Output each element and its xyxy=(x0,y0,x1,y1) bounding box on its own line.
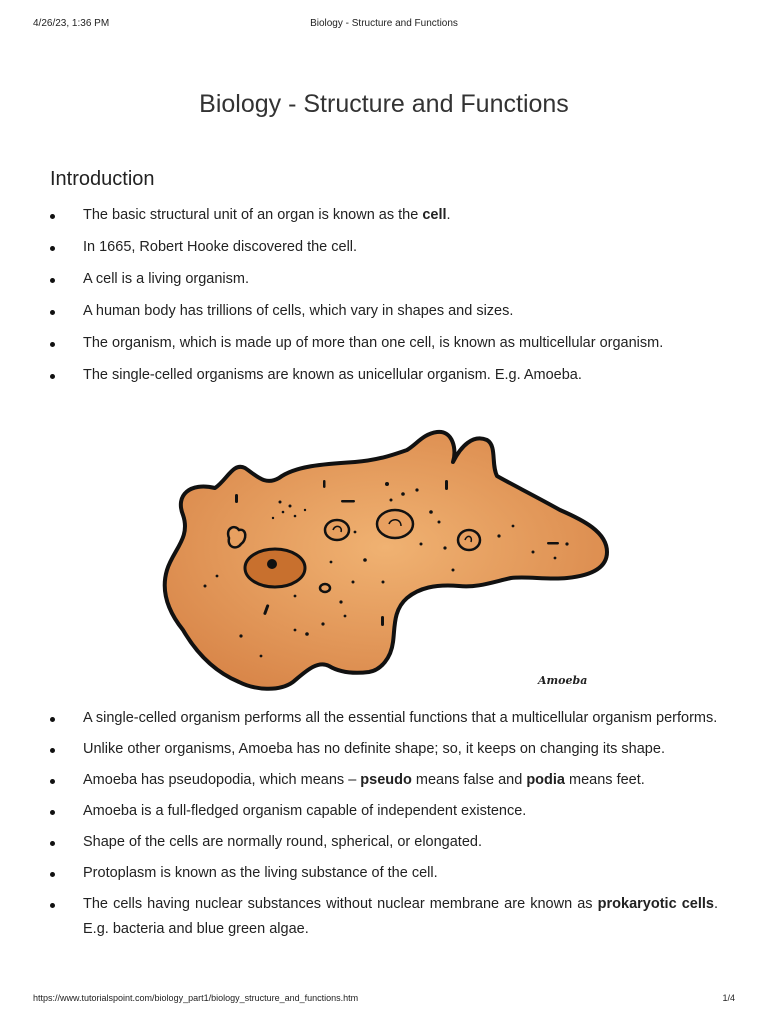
list-item: Amoeba has pseudopodia, which means – pseudo means false and podia means feet. xyxy=(0,768,768,793)
list-item: A human body has trillions of cells, which vary in shapes and sizes. xyxy=(0,299,768,324)
list-item: The single-celled organisms are known as unicellular organism. E.g. Amoeba. xyxy=(0,363,768,388)
list-item: Protoplasm is known as the living substance of the cell. xyxy=(0,861,768,886)
page-number: 1/4 xyxy=(722,993,735,1003)
figure-caption: Amoeba xyxy=(538,674,588,687)
list-item: The cells having nuclear substances without nuclear membrane are known as prokaryotic cells. E.g. bacteria and blue green algae. xyxy=(0,892,768,942)
list-item: Unlike other organisms, Amoeba has no definite shape; so, it keeps on changing its shape. xyxy=(0,737,768,762)
page-url: https://www.tutorialspoint.com/biology_part1/biology_structure_and_functions.htm xyxy=(33,993,359,1003)
print-header-title: Biology - Structure and Functions xyxy=(310,18,458,29)
intro-bullet-list xyxy=(0,203,768,395)
detail-bullet-list xyxy=(0,706,768,948)
amoeba-body xyxy=(165,432,607,689)
list-item: A cell is a living organism. xyxy=(0,267,768,292)
section-heading-introduction: Introduction xyxy=(50,168,155,190)
list-item: Amoeba is a full-fledged organism capable of independent existence. xyxy=(0,799,768,824)
list-item: Shape of the cells are normally round, spherical, or elongated. xyxy=(0,830,768,855)
nucleus xyxy=(245,549,305,587)
list-item: The organism, which is made up of more than one cell, is known as multicellular organism. xyxy=(0,331,768,356)
amoeba-illustration xyxy=(155,420,620,695)
page-title: Biology - Structure and Functions xyxy=(199,90,569,118)
list-item: In 1665, Robert Hooke discovered the cell. xyxy=(0,235,768,260)
print-datetime: 4/26/23, 1:36 PM xyxy=(33,18,110,29)
list-item: The basic structural unit of an organ is known as the cell. xyxy=(0,203,768,228)
list-item: A single-celled organism performs all the essential functions that a multicellular organism performs. xyxy=(0,706,768,731)
print-footer xyxy=(33,993,735,1007)
print-header xyxy=(33,18,735,32)
